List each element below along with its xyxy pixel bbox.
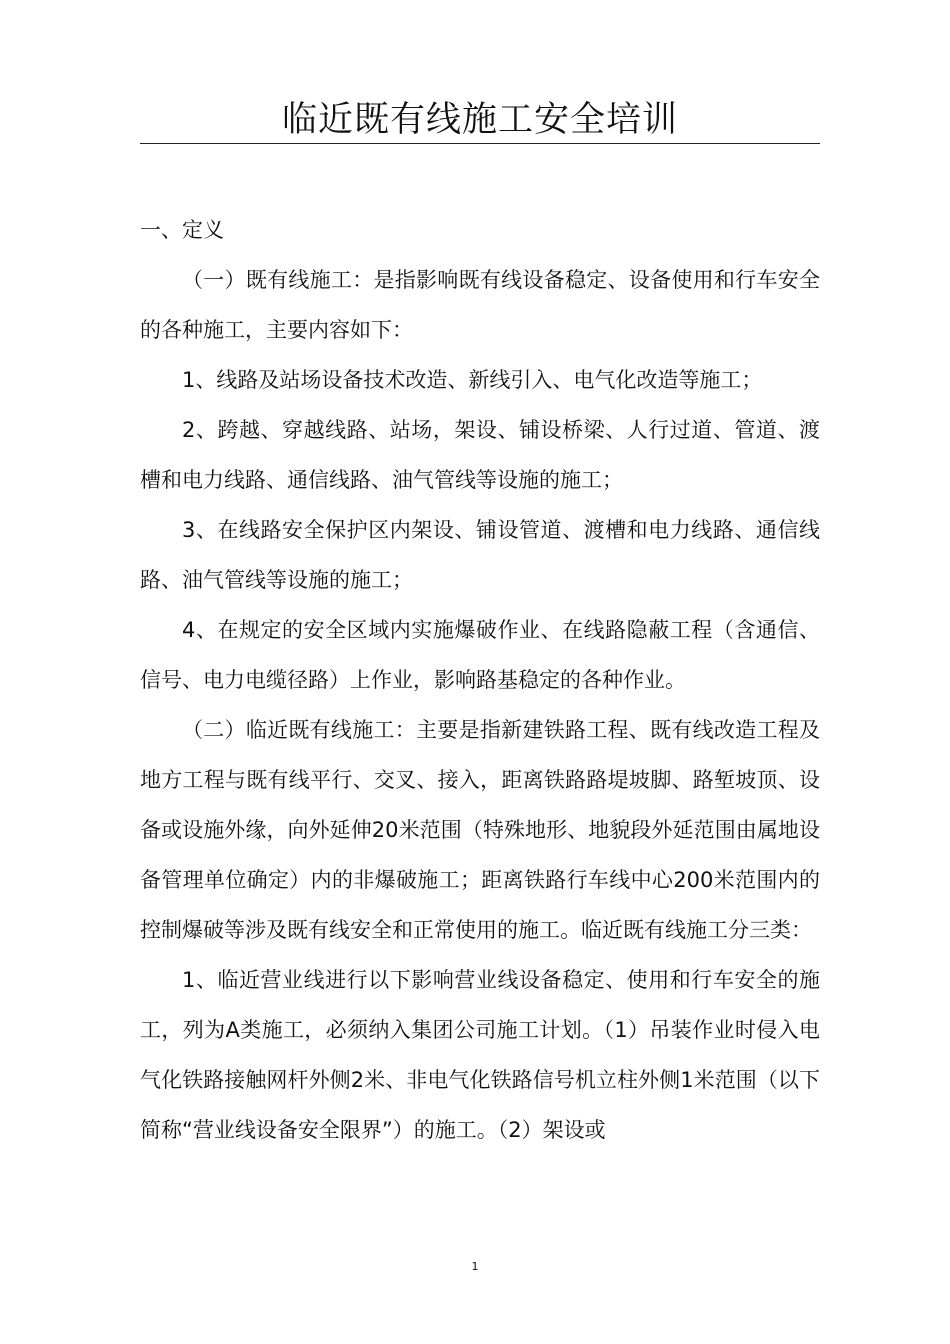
paragraph-item-3: 3、在线路安全保护区内架设、铺设管道、渡槽和电力线路、通信线路、油气管线等设施的施工； [140, 518, 820, 592]
paragraph-definition-existing-line: （一）既有线施工：是指影响既有线设备稳定、设备使用和行车安全的各种施工，主要内容如下： [140, 268, 820, 342]
paragraph-item-2: 2、跨越、穿越线路、站场，架设、铺设桥梁、人行过道、管道、渡槽和电力线路、通信线路、油气管线等设施的施工； [140, 418, 820, 492]
document-title: 临近既有线施工安全培训 [281, 100, 678, 140]
section-heading: 一、定义 [140, 218, 224, 242]
document-body [140, 205, 820, 1155]
title-underline [140, 143, 820, 144]
paragraph-item-4: 4、在规定的安全区域内实施爆破作业、在线路隐蔽工程（含通信、信号、电力电缆径路）上作业，影响路基稳定的各种作业。 [140, 618, 820, 692]
page-number: 1 [471, 1260, 479, 1273]
paragraph-item-1: 1、线路及站场设备技术改造、新线引入、电气化改造等施工； [182, 368, 763, 392]
paragraph-definition-adjacent-line: （二）临近既有线施工：主要是指新建铁路工程、既有线改造工程及地方工程与既有线平行、交叉、接入，距离铁路路堤坡脚、路堑坡顶、设备或设施外缘，向外延伸20米范围（特殊地形、地貌段外延范围由属地设备管理单位确定）内的非爆破施工；距离铁路行车线中心200米范围内的控制爆破等涉及既有线安全和正常使用的施工。临近既有线施工分三类： [140, 718, 820, 942]
paragraph-class-a: 1、临近营业线进行以下影响营业线设备稳定、使用和行车安全的施工，列为A类施工，必须纳入集团公司施工计划。（1）吊装作业时侵入电气化铁路接触网杆外侧2米、非电气化铁路信号机立柱外侧1米范围（以下简称“营业线设备安全限界”）的施工。（2）架设或 [140, 968, 820, 1142]
